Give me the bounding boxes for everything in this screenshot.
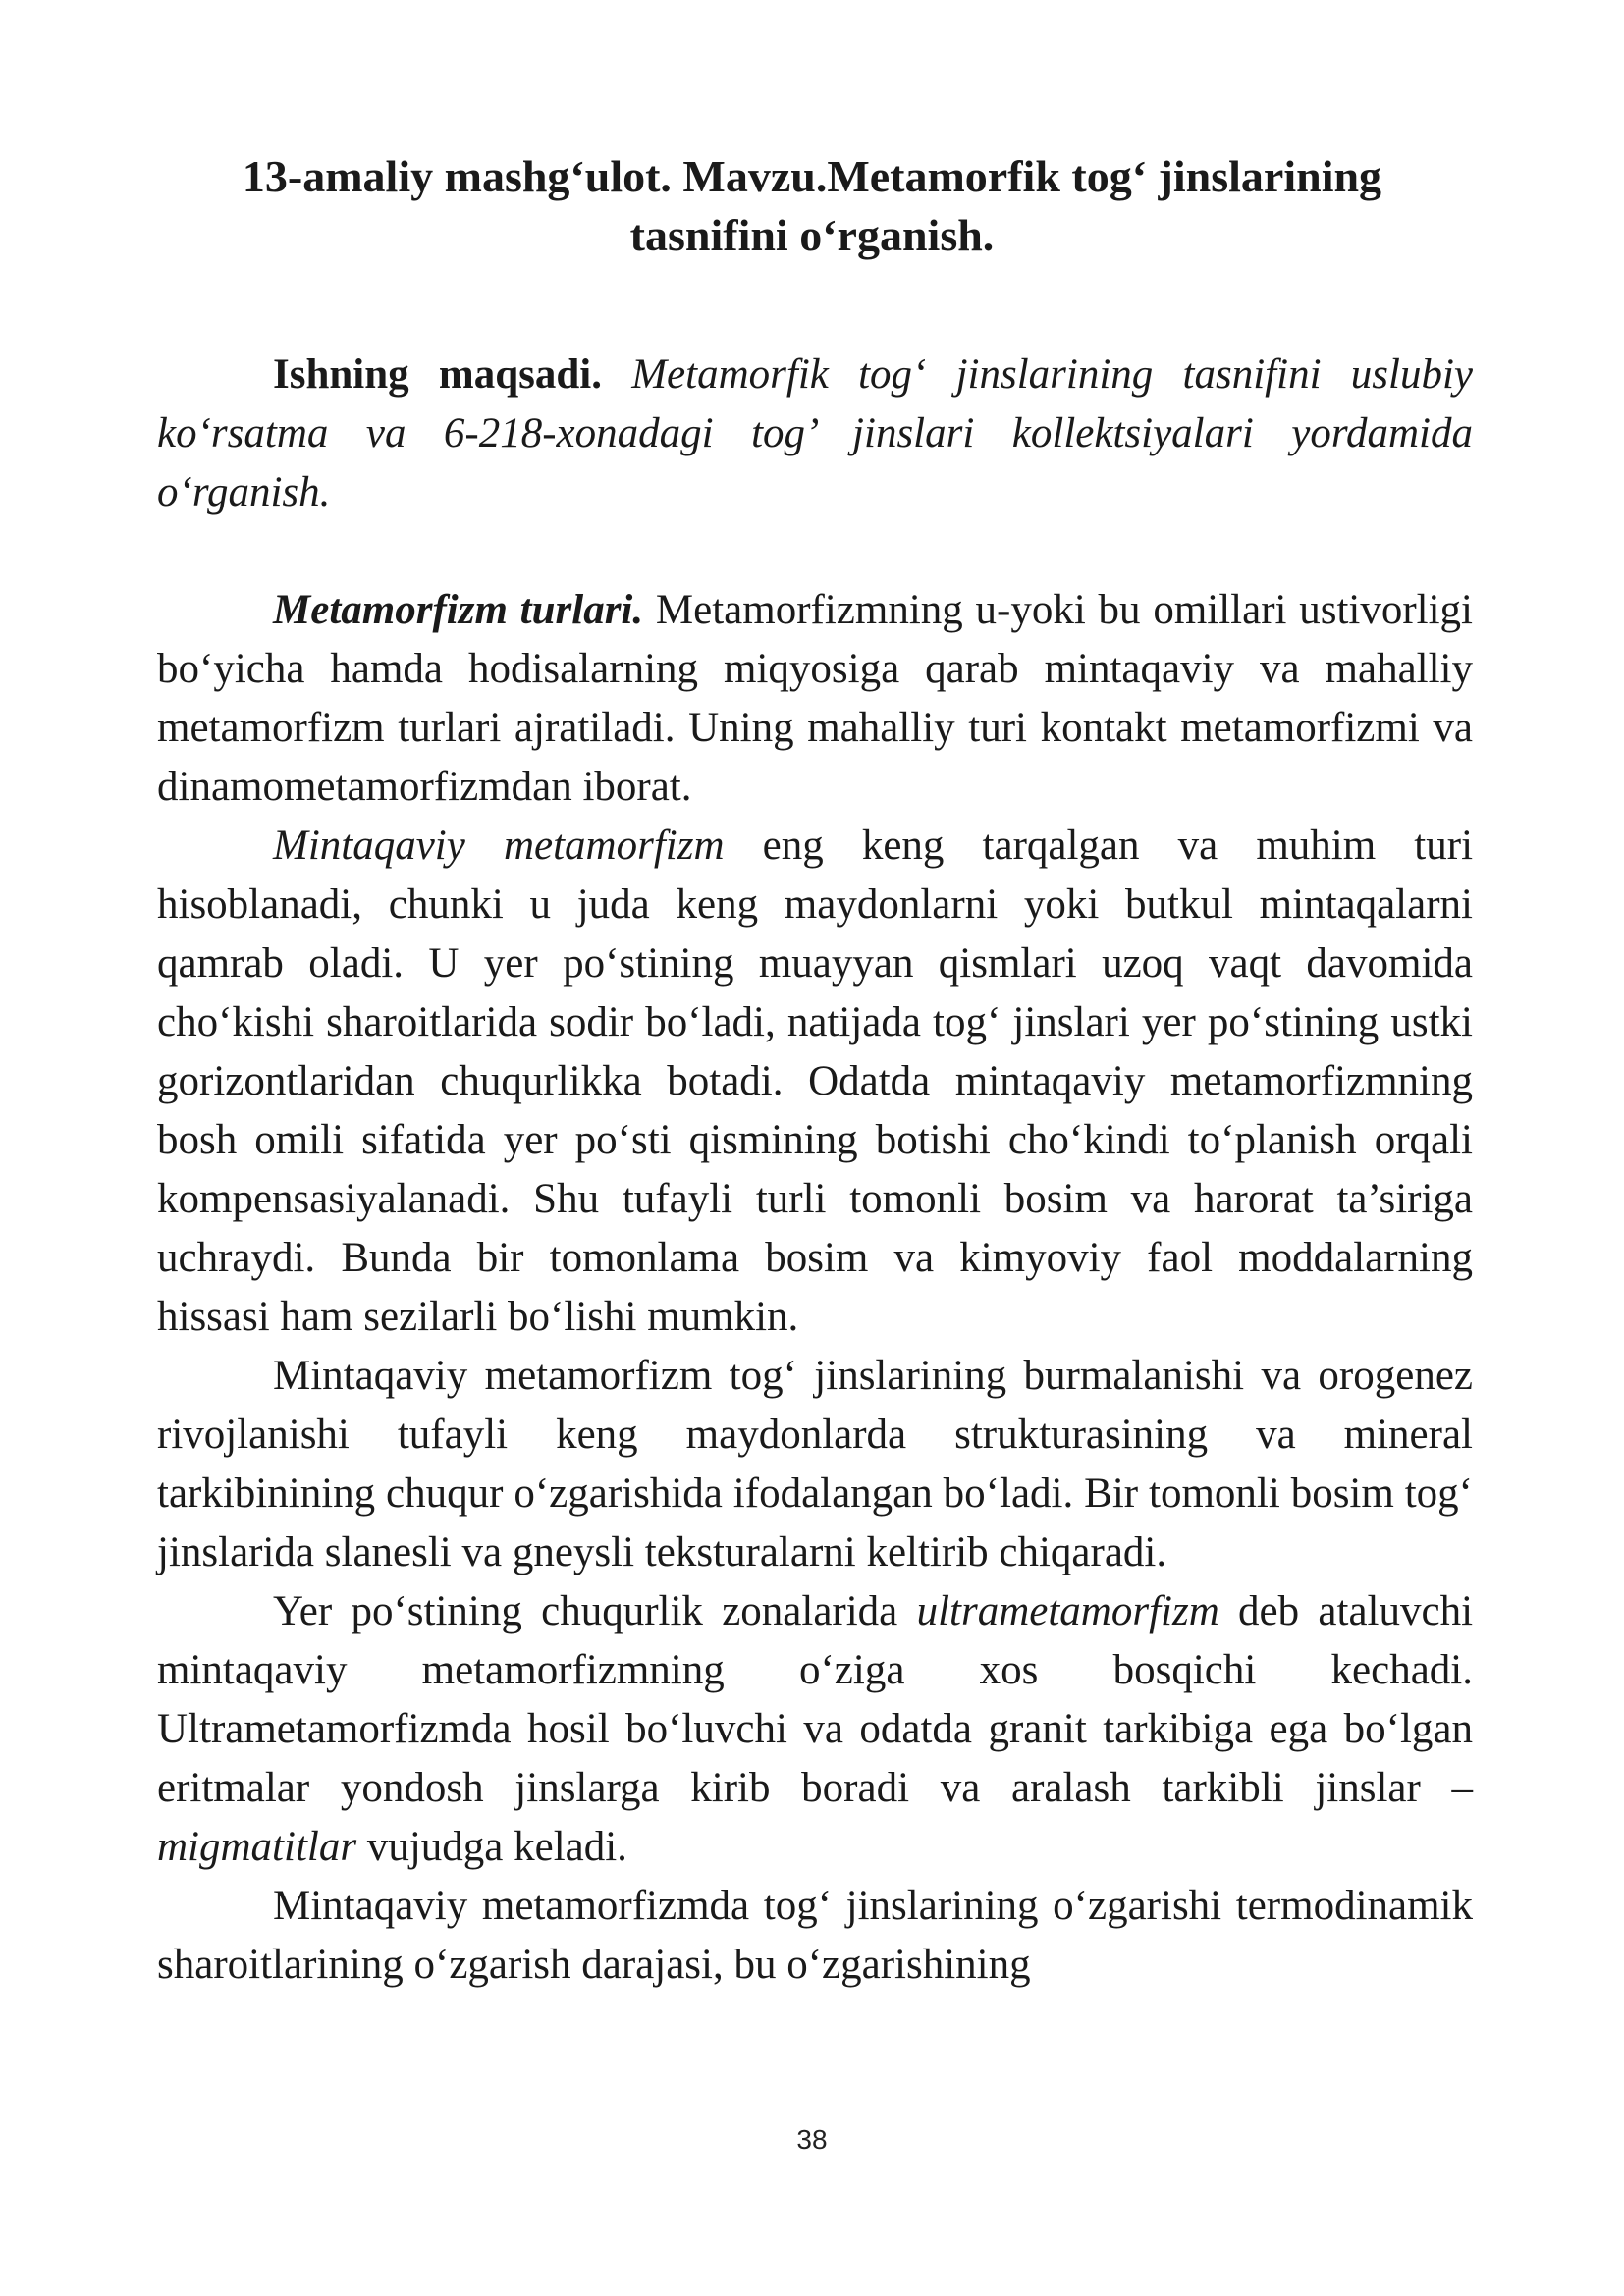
last-paragraph: Mintaqaviy metamorfizmda tog‘ jinslarining o‘zgarishi termodinamik sharoitlarining o‘zgarish darajasi, bu o‘zgarishining: [157, 1883, 1473, 1988]
regional-text: eng keng tarqalgan va muhim turi hisoblanadi, chunki u juda keng maydonlarni yoki butkul mintaqalarni qamrab oladi. U yer po‘stining muayyan qismlari uzoq vaqt davomida cho‘kishi sharoitlarida sodir bo‘ladi, natijada tog‘ jinslari yer po‘stining ustki gorizontlaridan chuqurlikka botadi. Odatda mintaqaviy metamorfizmning bosh omili sifatida yer po‘sti qismining botishi cho‘kindi to‘planish orqali kompensasiyalanadi. Shu tufayli turli tomonli bosim va harorat ta’siriga uchraydi. Bunda bir tomonlama bosim va kimyoviy faol moddalarning hissasi ham sezilarli bo‘lishi mumkin.: [157, 823, 1474, 1340]
ultra-before: Yer po‘stining chuqurlik zonalarida: [273, 1588, 898, 1634]
types-label: Metamorfizm turlari.: [273, 587, 644, 633]
title-line-2: tasnifini o‘rganish.: [629, 210, 995, 260]
migmatite-term: migmatitlar: [157, 1824, 357, 1870]
regional-paragraph: [157, 817, 1473, 1347]
ultra-paragraph: [157, 1582, 1473, 1877]
title-line-1: 13-amaliy mashg‘ulot. Mavzu.Metamorfik tog‘ jinslarining: [242, 151, 1382, 201]
types-paragraph: [157, 581, 1473, 817]
ultra-term: ultrametamorfizm: [916, 1588, 1219, 1634]
purpose-paragraph: [157, 346, 1473, 522]
page-number: 38: [796, 2124, 828, 2155]
ultra-middle: deb ataluvchi mintaqaviy metamorfizmning o‘ziga xos bosqichi kechadi. Ultrametamorfizmda hosil bo‘luvchi va odatda granit tarkibiga ega bo‘lgan eritmalar yondosh jinslarga kirib boradi va aralash tarkibli jinslar –: [157, 1588, 1474, 1811]
purpose-text: Metamorfik tog‘ jinslarining tasnifini uslubiy ko‘rsatma va 6-218-xonadagi tog’ jinslari kollektsiyalari yordamida o‘rganish.: [157, 351, 1473, 515]
folding-paragraph: Mintaqaviy metamorfizm tog‘ jinslarining burmalanishi va orogenez rivojlanishi tufayli keng maydonlarda strukturasining va mineral tarkibinining chuqur o‘zgarishida ifodalangan bo‘ladi. Bir tomonli bosim tog‘ jinslarida slanesli va gneysli teksturalarni keltirib chiqaradi.: [157, 1353, 1473, 1575]
page-title: [157, 147, 1467, 265]
regional-term: Mintaqaviy metamorfizm: [273, 823, 725, 869]
paragraph-gap: [157, 522, 1473, 581]
types-text: Metamorfizmning u-yoki bu omillari ustivorligi bo‘yicha hamda hodisalarning miqyosiga qarab mintaqaviy va mahalliy metamorfizm turlari ajratiladi. Uning mahalliy turi kontakt metamorfizmi va dinamometamorfizmdan iborat.: [157, 587, 1474, 810]
ultra-after: vujudga keladi.: [366, 1824, 627, 1870]
purpose-label: Ishning maqsadi.: [273, 351, 602, 398]
body-text: [157, 346, 1473, 1995]
